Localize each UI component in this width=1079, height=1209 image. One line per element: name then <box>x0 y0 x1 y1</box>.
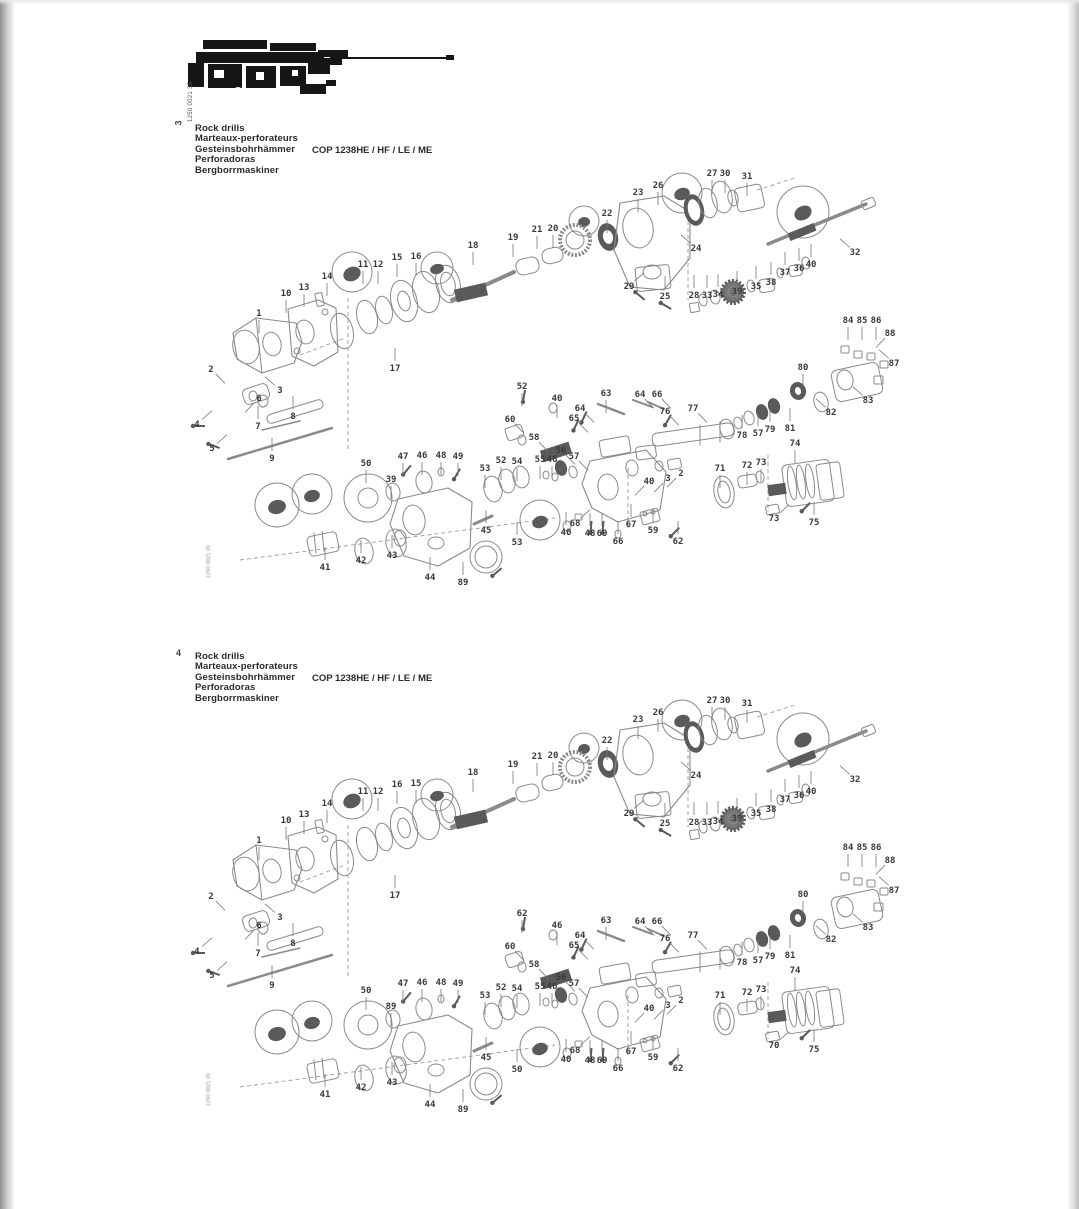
leader-line <box>265 904 275 913</box>
part-label-74: 74 <box>789 966 801 977</box>
part-label-41: 41 <box>319 563 331 574</box>
part-label-8: 8 <box>290 939 296 950</box>
part-label-22: 22 <box>601 736 613 747</box>
part-label-57: 57 <box>752 429 764 440</box>
part-label-68: 68 <box>569 519 581 530</box>
leader-line <box>202 411 212 420</box>
part-label-20: 20 <box>547 751 559 762</box>
part-label-11: 11 <box>357 787 369 798</box>
part-label-52: 52 <box>495 983 507 994</box>
part-label-46: 46 <box>546 982 558 993</box>
part-label-9: 9 <box>269 454 275 465</box>
part-label-24: 24 <box>690 771 702 782</box>
part-label-52: 52 <box>495 456 507 467</box>
header-line: Bergborrmaskiner <box>195 692 279 704</box>
part-label-10: 10 <box>280 289 292 300</box>
leader-line <box>681 762 691 771</box>
part-label-44: 44 <box>424 573 436 584</box>
model-designation: COP 1238HE / HF / LE / ME <box>312 145 433 156</box>
part-label-89: 89 <box>457 578 469 589</box>
leader-line <box>698 413 707 422</box>
header-line: Rock drills <box>195 123 245 134</box>
part-label-46: 46 <box>416 451 428 462</box>
part-label-55: 55 <box>534 455 546 466</box>
part-label-59: 59 <box>647 1053 659 1064</box>
header-line: Perforadoras <box>195 154 256 166</box>
part-label-26: 26 <box>652 708 664 719</box>
part-label-22: 22 <box>601 209 613 220</box>
part-label-43: 43 <box>386 1078 398 1089</box>
leader-line <box>265 377 275 386</box>
part-label-86: 86 <box>870 316 882 327</box>
part-label-21: 21 <box>531 225 543 236</box>
part-label-39: 39 <box>731 287 743 298</box>
part-label-1: 1 <box>256 309 262 320</box>
leader-line <box>698 940 707 949</box>
part-label-15: 15 <box>410 779 422 790</box>
header-line: Bergborrmaskiner <box>195 164 279 176</box>
leader-line <box>579 950 588 959</box>
part-label-28: 28 <box>688 818 700 829</box>
part-label-11: 11 <box>357 260 369 271</box>
part-label-81: 81 <box>784 424 796 435</box>
part-label-87: 87 <box>888 359 900 370</box>
part-label-42: 42 <box>355 556 367 567</box>
part-label-19: 19 <box>507 233 519 244</box>
part-label-12: 12 <box>372 787 384 798</box>
part-label-76: 76 <box>659 407 671 418</box>
part-label-35: 35 <box>750 809 762 820</box>
leader-line <box>579 461 588 470</box>
part-label-57: 57 <box>568 979 580 990</box>
part-label-5: 5 <box>209 971 215 982</box>
part-label-9: 9 <box>269 981 275 992</box>
part-label-13: 13 <box>298 283 310 294</box>
part-label-14: 14 <box>321 272 333 283</box>
doc-number-vertical: 1250 0021 35 <box>188 81 194 122</box>
part-label-47: 47 <box>397 452 409 463</box>
page-number-3: 3 <box>173 120 184 126</box>
leader-line <box>853 387 863 396</box>
part-label-79: 79 <box>764 425 776 436</box>
part-label-70: 70 <box>768 1041 780 1052</box>
part-label-66: 66 <box>651 390 663 401</box>
part-label-71: 71 <box>714 464 726 475</box>
part-label-50: 50 <box>511 1065 523 1076</box>
header-line: Rock drills <box>195 651 245 662</box>
part-label-53: 53 <box>479 464 491 475</box>
part-label-58: 58 <box>528 960 540 971</box>
part-label-27: 27 <box>706 169 718 180</box>
part-label-40: 40 <box>643 1004 655 1015</box>
part-label-66: 66 <box>612 537 624 548</box>
part-label-17: 17 <box>389 364 401 375</box>
leader-line <box>654 483 663 492</box>
part-label-36: 36 <box>793 264 805 275</box>
part-label-85: 85 <box>856 843 868 854</box>
part-label-78: 78 <box>736 431 748 442</box>
part-label-85: 85 <box>856 316 868 327</box>
part-label-2: 2 <box>678 996 684 1007</box>
part-label-64: 64 <box>574 931 586 942</box>
part-label-73: 73 <box>768 514 780 525</box>
part-label-88: 88 <box>884 329 896 340</box>
part-label-29: 29 <box>623 282 635 293</box>
part-label-80: 80 <box>797 890 809 901</box>
part-label-55: 55 <box>534 982 546 993</box>
part-label-38: 38 <box>765 805 777 816</box>
part-label-53: 53 <box>479 991 491 1002</box>
part-label-56: 56 <box>555 446 567 457</box>
part-label-76: 76 <box>659 934 671 945</box>
part-label-77: 77 <box>687 931 699 942</box>
leader-line <box>216 901 225 910</box>
part-label-34: 34 <box>712 290 724 301</box>
part-label-32: 32 <box>849 248 861 259</box>
part-label-40: 40 <box>560 528 572 539</box>
part-label-82: 82 <box>825 935 837 946</box>
part-label-68: 68 <box>569 1046 581 1057</box>
part-label-17: 17 <box>389 891 401 902</box>
leader-line <box>816 399 826 408</box>
part-label-72: 72 <box>741 988 753 999</box>
part-label-25: 25 <box>659 292 671 303</box>
part-label-40: 40 <box>560 1055 572 1066</box>
part-label-40: 40 <box>551 394 563 405</box>
leader-line <box>879 877 889 886</box>
part-label-79: 79 <box>764 952 776 963</box>
part-label-3: 3 <box>665 1001 671 1012</box>
part-label-37: 37 <box>779 268 791 279</box>
header-line: Gesteinsbohrhämmer <box>195 671 295 683</box>
part-label-6: 6 <box>256 394 262 405</box>
part-label-80: 80 <box>797 363 809 374</box>
part-label-16: 16 <box>410 252 422 263</box>
leader-line <box>635 486 644 495</box>
part-label-75: 75 <box>808 518 820 529</box>
leader-line <box>879 350 889 359</box>
part-label-26: 26 <box>652 181 664 192</box>
part-label-49: 49 <box>452 452 464 463</box>
part-label-48: 48 <box>435 978 447 989</box>
part-label-48: 48 <box>435 451 447 462</box>
part-label-47: 47 <box>397 979 409 990</box>
leader-line <box>670 943 679 952</box>
part-label-77: 77 <box>687 404 699 415</box>
part-label-40: 40 <box>805 787 817 798</box>
part-label-67: 67 <box>625 520 637 531</box>
part-label-36: 36 <box>793 791 805 802</box>
part-label-19: 19 <box>507 760 519 771</box>
part-label-6: 6 <box>256 921 262 932</box>
leader-line <box>217 962 227 971</box>
part-label-64: 64 <box>634 390 646 401</box>
part-label-88: 88 <box>884 856 896 867</box>
part-label-39: 39 <box>385 475 397 486</box>
part-label-62: 62 <box>516 909 528 920</box>
part-label-30: 30 <box>719 696 731 707</box>
part-label-63: 63 <box>600 916 612 927</box>
part-label-33: 33 <box>701 291 713 302</box>
part-label-46: 46 <box>551 921 563 932</box>
part-label-72: 72 <box>741 461 753 472</box>
part-label-89: 89 <box>385 1002 397 1013</box>
part-label-56: 56 <box>555 973 567 984</box>
part-label-81: 81 <box>784 951 796 962</box>
part-label-28: 28 <box>688 291 700 302</box>
part-label-45: 45 <box>480 1053 492 1064</box>
part-label-46: 46 <box>546 455 558 466</box>
part-label-74: 74 <box>789 439 801 450</box>
leader-line <box>585 413 594 422</box>
part-label-44: 44 <box>424 1100 436 1111</box>
part-label-71: 71 <box>714 991 726 1002</box>
part-label-78: 78 <box>736 958 748 969</box>
leader-line <box>681 235 691 244</box>
leader-line <box>816 926 826 935</box>
part-label-54: 54 <box>511 984 523 995</box>
part-label-25: 25 <box>659 819 671 830</box>
leader-line <box>202 938 212 947</box>
part-label-13: 13 <box>298 810 310 821</box>
part-label-10: 10 <box>280 816 292 827</box>
part-label-12: 12 <box>372 260 384 271</box>
part-label-40: 40 <box>805 260 817 271</box>
leader-line <box>217 435 227 444</box>
part-label-60: 60 <box>504 415 516 426</box>
part-label-18: 18 <box>467 768 479 779</box>
part-label-16: 16 <box>391 780 403 791</box>
part-label-45: 45 <box>480 526 492 537</box>
part-label-57: 57 <box>752 956 764 967</box>
header-line: Perforadoras <box>195 682 256 694</box>
part-label-54: 54 <box>511 457 523 468</box>
header-line: Marteaux-perforateurs <box>195 133 298 145</box>
part-label-65: 65 <box>568 414 580 425</box>
part-label-86: 86 <box>870 843 882 854</box>
part-label-21: 21 <box>531 752 543 763</box>
leader-line <box>585 940 594 949</box>
leader-line <box>579 423 588 432</box>
part-label-60: 60 <box>504 942 516 953</box>
part-label-1: 1 <box>256 836 262 847</box>
part-label-73: 73 <box>755 985 767 996</box>
leader-line <box>216 374 225 383</box>
part-label-69: 69 <box>596 1056 608 1067</box>
part-label-29: 29 <box>623 809 635 820</box>
part-label-20: 20 <box>547 224 559 235</box>
leader-line <box>840 239 850 248</box>
leader-line <box>779 505 789 514</box>
part-label-38: 38 <box>765 278 777 289</box>
part-label-8: 8 <box>290 412 296 423</box>
part-label-69: 69 <box>596 529 608 540</box>
part-label-24: 24 <box>690 244 702 255</box>
part-label-75: 75 <box>808 1045 820 1056</box>
part-label-64: 64 <box>574 404 586 415</box>
part-label-31: 31 <box>741 172 753 183</box>
part-label-15: 15 <box>391 253 403 264</box>
leader-line <box>876 338 885 347</box>
part-label-3: 3 <box>665 474 671 485</box>
part-label-23: 23 <box>632 715 644 726</box>
page-number-4: 4 <box>176 648 182 658</box>
part-label-50: 50 <box>360 459 372 470</box>
part-label-7: 7 <box>255 422 261 433</box>
part-label-37: 37 <box>779 795 791 806</box>
part-label-5: 5 <box>209 444 215 455</box>
part-label-48: 48 <box>584 529 596 540</box>
part-label-35: 35 <box>750 282 762 293</box>
part-label-63: 63 <box>600 389 612 400</box>
part-label-39: 39 <box>731 814 743 825</box>
part-label-59: 59 <box>647 526 659 537</box>
part-label-62: 62 <box>672 537 684 548</box>
leader-line <box>853 914 863 923</box>
part-label-4: 4 <box>194 420 200 431</box>
part-label-2: 2 <box>678 469 684 480</box>
part-label-14: 14 <box>321 799 333 810</box>
part-label-66: 66 <box>651 917 663 928</box>
side-doc-number-vertical: 1250 0021 35 <box>206 545 212 578</box>
part-label-43: 43 <box>386 551 398 562</box>
part-label-41: 41 <box>319 1090 331 1101</box>
leader-line <box>654 1010 663 1019</box>
leader-line <box>779 1032 789 1041</box>
part-label-42: 42 <box>355 1083 367 1094</box>
leader-line <box>635 1013 644 1022</box>
part-label-52: 52 <box>516 382 528 393</box>
part-label-7: 7 <box>255 949 261 960</box>
leader-line <box>876 865 885 874</box>
part-label-62: 62 <box>672 1064 684 1075</box>
part-label-58: 58 <box>528 433 540 444</box>
part-label-73: 73 <box>755 458 767 469</box>
part-label-67: 67 <box>625 1047 637 1058</box>
model-designation: COP 1238HE / HF / LE / ME <box>312 673 433 684</box>
part-label-2: 2 <box>208 892 214 903</box>
part-label-57: 57 <box>568 452 580 463</box>
part-label-84: 84 <box>842 316 854 327</box>
part-label-2: 2 <box>208 365 214 376</box>
part-label-82: 82 <box>825 408 837 419</box>
part-label-50: 50 <box>360 986 372 997</box>
side-doc-number-vertical: 1250 0021 35 <box>206 1073 212 1106</box>
part-label-31: 31 <box>741 699 753 710</box>
leader-line <box>840 766 850 775</box>
leader-line <box>579 988 588 997</box>
part-label-30: 30 <box>719 169 731 180</box>
part-label-64: 64 <box>634 917 646 928</box>
part-label-34: 34 <box>712 817 724 828</box>
part-label-32: 32 <box>849 775 861 786</box>
part-label-49: 49 <box>452 979 464 990</box>
part-label-84: 84 <box>842 843 854 854</box>
part-label-48: 48 <box>584 1056 596 1067</box>
part-label-53: 53 <box>511 538 523 549</box>
part-label-27: 27 <box>706 696 718 707</box>
part-label-89: 89 <box>457 1105 469 1116</box>
part-label-83: 83 <box>862 923 874 934</box>
part-label-18: 18 <box>467 241 479 252</box>
leader-line <box>670 416 679 425</box>
part-label-33: 33 <box>701 818 713 829</box>
header-line: Gesteinsbohrhämmer <box>195 143 295 155</box>
part-label-40: 40 <box>643 477 655 488</box>
part-label-66: 66 <box>612 1064 624 1075</box>
part-label-23: 23 <box>632 188 644 199</box>
part-label-65: 65 <box>568 941 580 952</box>
part-label-3: 3 <box>277 386 283 397</box>
header-line: Marteaux-perforateurs <box>195 661 298 673</box>
part-label-4: 4 <box>194 947 200 958</box>
part-label-46: 46 <box>416 978 428 989</box>
part-label-3: 3 <box>277 913 283 924</box>
part-label-87: 87 <box>888 886 900 897</box>
part-label-83: 83 <box>862 396 874 407</box>
